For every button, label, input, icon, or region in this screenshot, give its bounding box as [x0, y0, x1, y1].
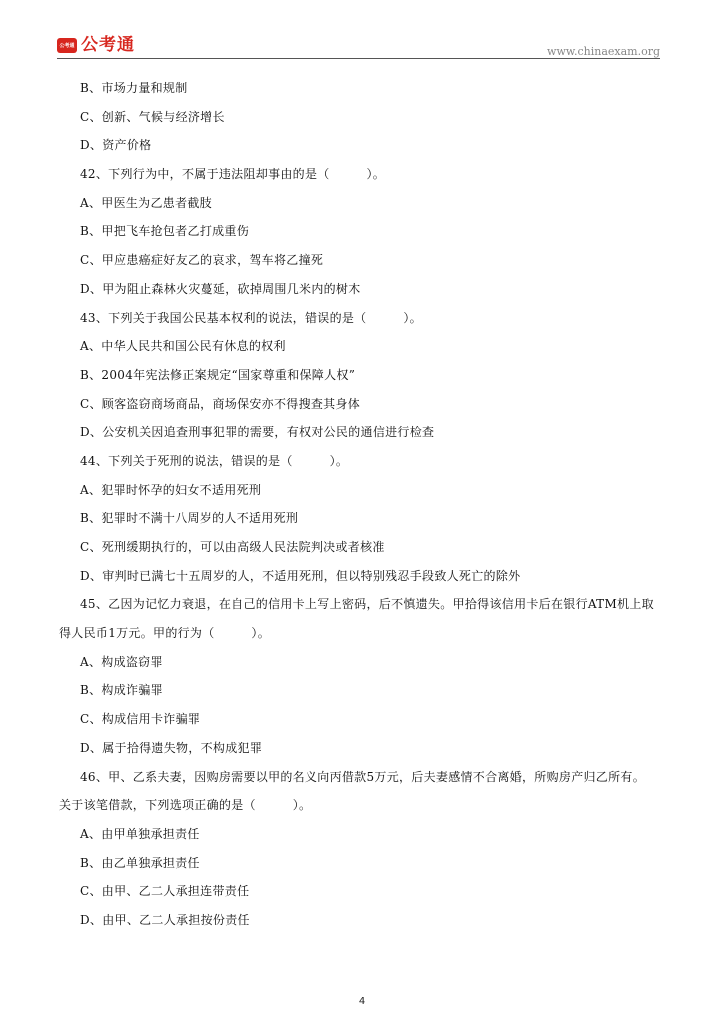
answer-option: C、由甲、乙二人承担连带责任: [80, 884, 250, 899]
logo-text: 公考通: [81, 35, 135, 55]
question-stem: 45、乙因为记忆力衰退，在自己的信用卡上写上密码，后不慎遗失。甲拾得该信用卡后在银行ATM机上取: [80, 597, 654, 612]
answer-option: B、市场力量和规制: [80, 81, 188, 95]
page-number: 4: [358, 996, 366, 1007]
answer-option: C、创新、气候与经济增长: [80, 109, 225, 124]
question-stem: 43、下列关于我国公民基本权利的说法，错误的是（ ）。: [80, 310, 422, 325]
page-header: [0, 0, 724, 62]
site-url: www.chinaexam.org: [547, 45, 660, 58]
question-stem-continuation: 关于该笔借款，下列选项正确的是（ ）。: [59, 798, 312, 813]
answer-option: A、构成盗窃罪: [80, 654, 163, 669]
answer-option: D、由甲、乙二人承担按份责任: [80, 912, 250, 927]
answer-option: A、甲医生为乙患者截肢: [80, 195, 212, 210]
answer-option: B、甲把飞车抢包者乙打成重伤: [80, 224, 250, 239]
answer-option: C、死刑缓期执行的，可以由高级人民法院判决或者核准: [80, 540, 385, 554]
question-stem: 42、下列行为中，不属于违法阻却事由的是（ ）。: [80, 167, 386, 182]
answer-option: C、构成信用卡诈骗罪: [80, 712, 201, 727]
answer-option: B、犯罪时不满十八周岁的人不适用死刑: [80, 511, 299, 526]
header-divider: [57, 58, 660, 59]
logo-badge-icon: 公考通: [57, 38, 77, 53]
answer-option: C、甲应患癌症好友乙的哀求，驾车将乙撞死: [80, 253, 324, 268]
answer-option: D、审判时已满七十五周岁的人，不适用死刑，但以特别残忍手段致人死亡的除外: [80, 568, 521, 583]
answer-option: C、顾客盗窃商场商品，商场保安亦不得搜查其身体: [80, 396, 361, 411]
question-stem: 46、甲、乙系夫妻，因购房需要以甲的名义向丙借款5万元，后夫妻感情不合离婚，所购房产归乙所有。: [80, 769, 646, 784]
question-stem: 44、下列关于死刑的说法，错误的是（ ）。: [80, 453, 349, 468]
document-body: [59, 78, 660, 939]
answer-option: A、由甲单独承担责任: [80, 826, 200, 841]
answer-option: B、构成诈骗罪: [80, 683, 163, 698]
answer-option: D、资产价格: [80, 138, 152, 153]
answer-option: D、属于拾得遗失物，不构成犯罪: [80, 740, 263, 755]
answer-option: D、公安机关因追查刑事犯罪的需要，有权对公民的通信进行检查: [80, 425, 435, 440]
answer-option: B、2004年宪法修正案规定“国家尊重和保障人权”: [80, 367, 356, 382]
answer-option: A、中华人民共和国公民有休息的权利: [80, 339, 286, 354]
question-stem-continuation: 得人民币1万元。甲的行为（ ）。: [59, 626, 271, 641]
answer-option: A、犯罪时怀孕的妇女不适用死刑: [80, 482, 262, 497]
answer-option: B、由乙单独承担责任: [80, 855, 200, 870]
brand-logo: [57, 36, 135, 54]
answer-option: D、甲为阻止森林火灾蔓延，砍掉周围几米内的树木: [80, 281, 361, 296]
